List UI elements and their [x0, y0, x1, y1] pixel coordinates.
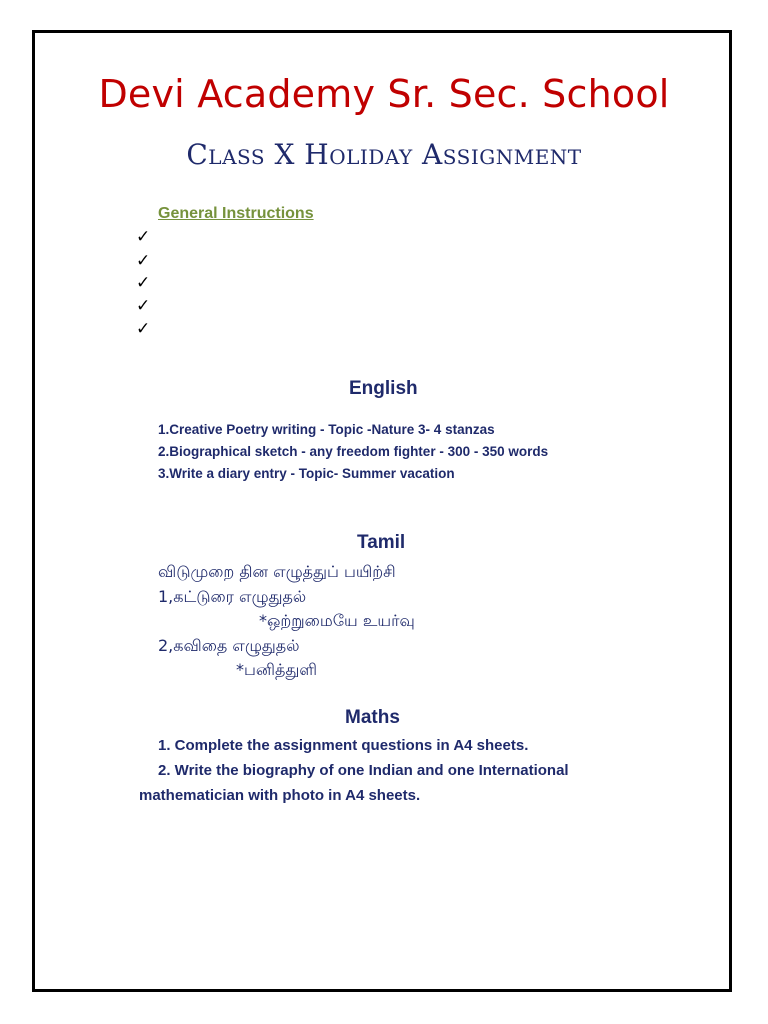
english-item: 3.Write a diary entry - Topic- Summer vacation — [158, 466, 455, 481]
maths-item: 1. Complete the assignment questions in A4 sheets. — [158, 737, 529, 754]
maths-item: 2. Write the biography of one Indian and one International — [158, 762, 569, 779]
english-item: 1.Creative Poetry writing - Topic -Nature 3- 4 stanzas — [158, 422, 495, 437]
tamil-line: 1,கட்டுரை எழுதுதல் — [158, 587, 307, 606]
assignment-title: Class X Holiday Assignment — [186, 138, 582, 171]
page-border — [32, 30, 732, 992]
school-title: Devi Academy Sr. Sec. School — [98, 72, 670, 116]
checkmark-icon: ✓ — [136, 251, 151, 271]
tamil-line: *பனித்துளி — [236, 660, 318, 679]
checkmark-icon: ✓ — [136, 319, 151, 339]
tamil-line: 2,கவிதை எழுதுதல் — [158, 636, 300, 655]
maths-heading: Maths — [345, 707, 400, 728]
general-instructions-heading: General Instructions — [158, 205, 314, 222]
checkmark-icon: ✓ — [136, 273, 151, 293]
tamil-line: *ஒற்றுமையே உயர்வு — [259, 611, 415, 630]
english-heading: English — [349, 378, 418, 399]
tamil-line: விடுமுறை தின எழுத்துப் பயிற்சி — [158, 562, 396, 581]
checkmark-icon: ✓ — [136, 296, 151, 316]
checkmark-icon: ✓ — [136, 227, 151, 247]
tamil-heading: Tamil — [357, 532, 406, 553]
maths-item: mathematician with photo in A4 sheets. — [139, 787, 421, 804]
english-item: 2.Biographical sketch - any freedom fighter - 300 - 350 words — [158, 444, 549, 459]
